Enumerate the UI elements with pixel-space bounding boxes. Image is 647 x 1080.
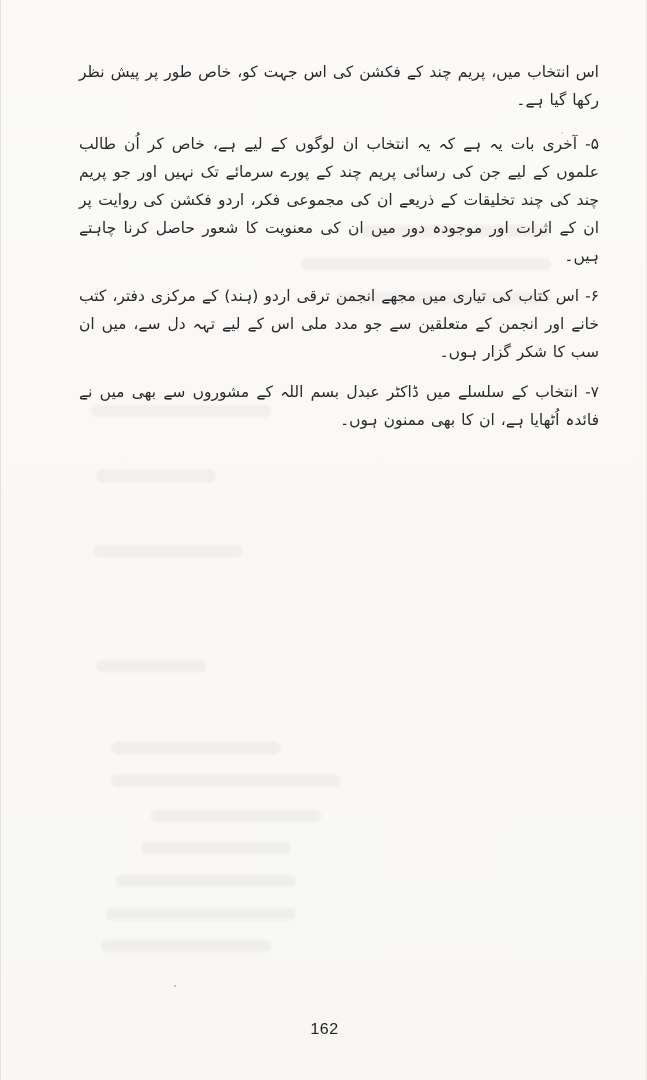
bleed-through-mark <box>96 470 216 482</box>
page-text <box>79 58 599 446</box>
bleed-through-mark <box>116 875 296 887</box>
bleed-through-mark <box>151 810 321 822</box>
paragraph-5: ۵- آخری بات یہ ہے کہ یہ انتخاب ان لوگوں کے لیے ہے، خاص کر اُن طالب علموں کے لیے جن کی رسائی پریم چند کے پورے سرمائے تک نہیں اور جو پریم چند کی چند تخلیقات کے ذریعے ان کی مجموعی فکر، اردو فکشن کی روایت پر ان کے اثرات اور موجودہ دور میں ان کی معنویت کا شعور حاصل کرنا چاہتے ہیں۔ <box>79 135 599 265</box>
paragraph-6: ۶- اس کتاب کی تیاری میں مجھے انجمن ترقی اردو (ہند) کے مرکزی دفتر، کتب خانے اور انجمن کے متعلقین سے جو مدد ملی اس کے لیے تہہ دل سے، میں ان سب کا شکر گزار ہوں۔ <box>79 287 599 361</box>
bleed-through-mark <box>101 940 271 952</box>
bleed-through-mark <box>93 545 243 557</box>
bleed-through-mark <box>141 842 291 854</box>
bleed-through-mark <box>111 742 281 754</box>
bleed-through-mark <box>106 908 296 920</box>
paragraph-7: ۷- انتخاب کے سلسلے میں ڈاکٹر عبدل بسم اللہ کے مشوروں سے بھی میں نے فائدہ اُٹھایا ہے، ان کا بھی ممنون ہوں۔ <box>79 383 599 429</box>
paper-speck <box>174 985 176 987</box>
paragraph-intro: اس انتخاب میں، پریم چند کے فکشن کی اس جہت کو، خاص طور پر پیش نظر رکھا گیا ہے۔ <box>79 63 599 109</box>
bleed-through-mark <box>111 775 341 787</box>
bleed-through-mark <box>96 660 206 672</box>
page-number: 162 <box>310 1021 339 1038</box>
